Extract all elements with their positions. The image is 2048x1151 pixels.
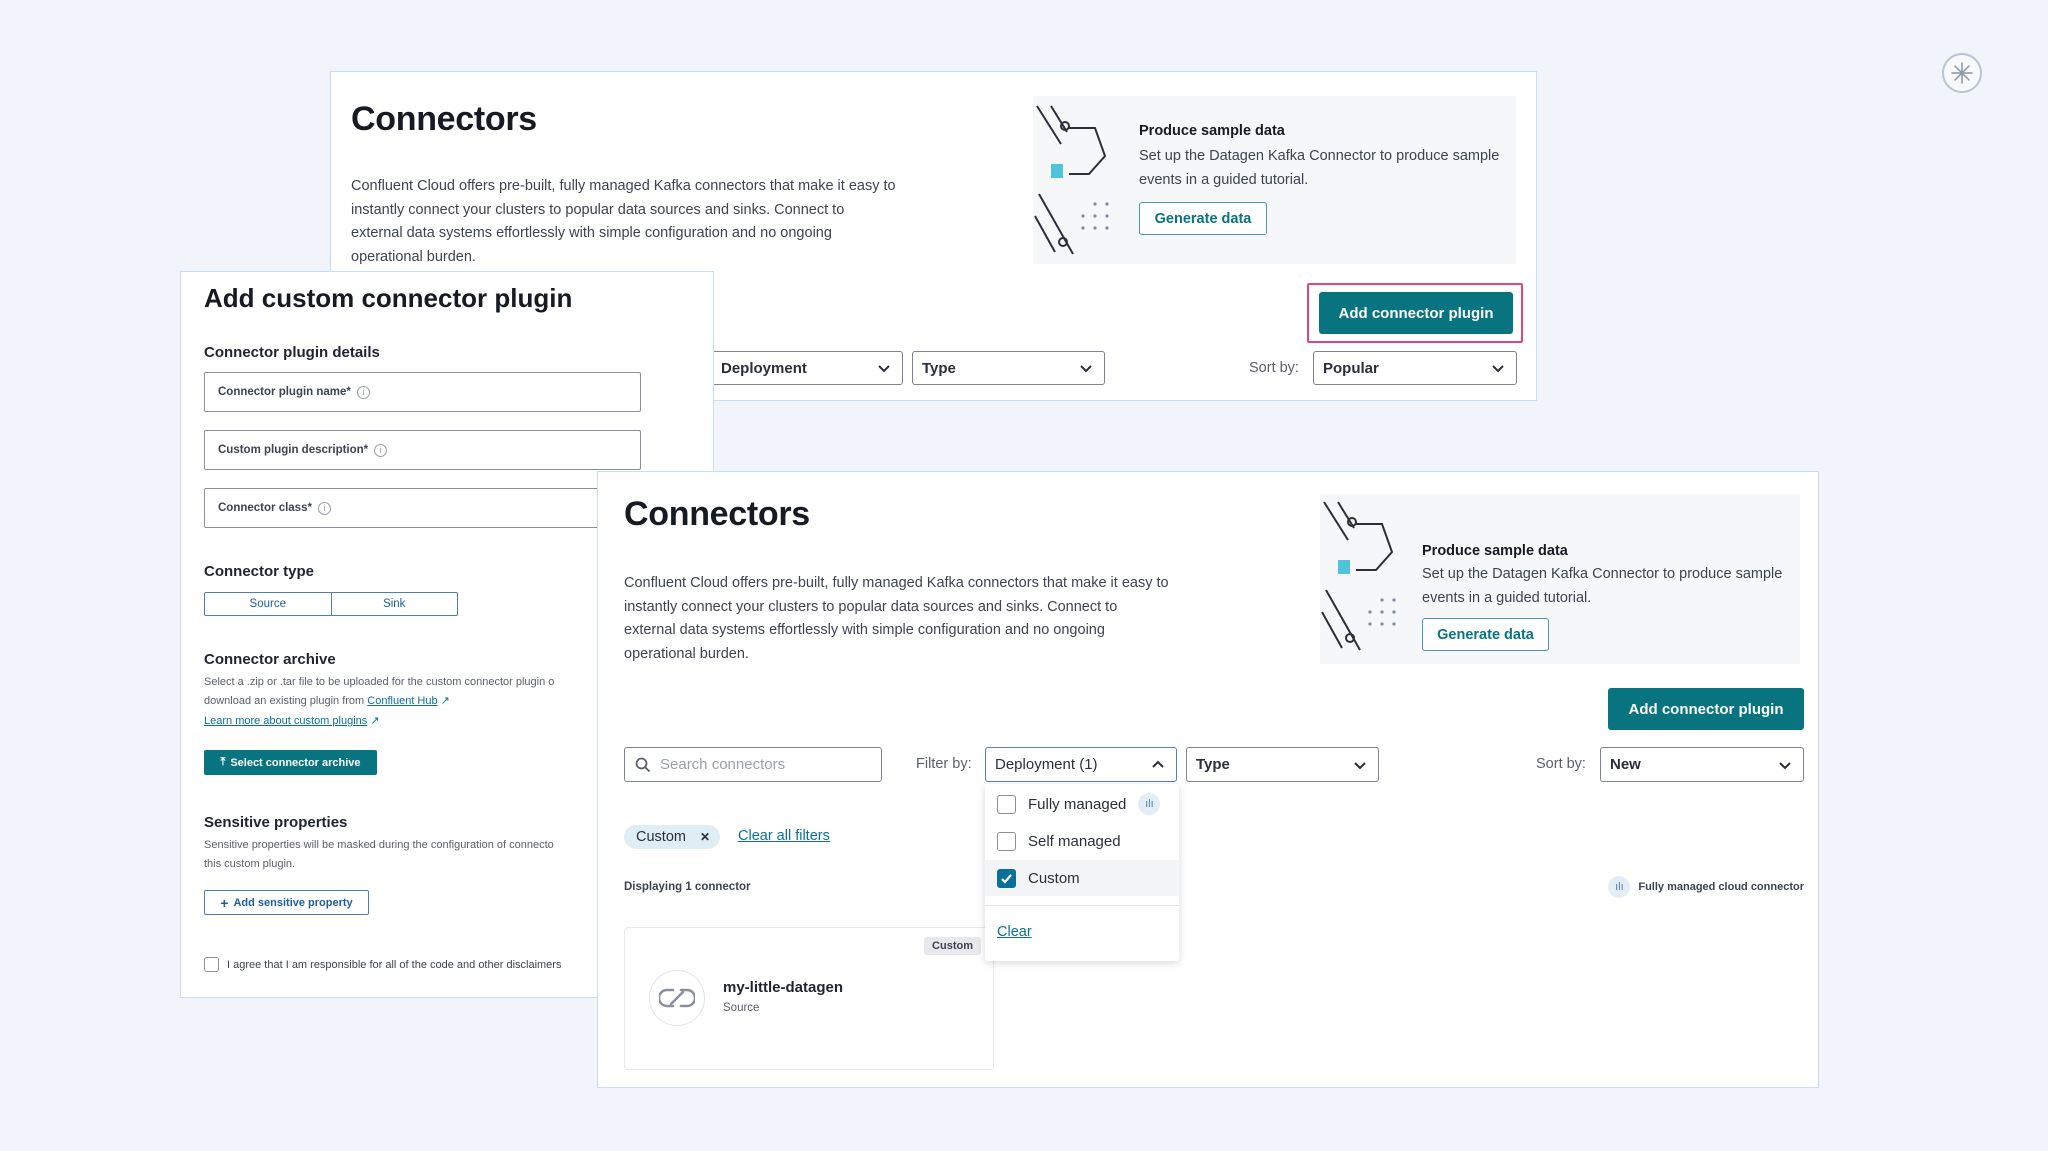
archive-text-line-2-text: download an existing plugin from — [204, 695, 365, 707]
chevron-up-icon — [1150, 757, 1166, 773]
page-title: Connectors — [351, 100, 537, 138]
agree-text: I agree that I am responsible for all of the code and other disclaimers — [227, 958, 562, 971]
corner-logo-icon — [1942, 53, 1982, 93]
custom-checkbox[interactable] — [997, 869, 1016, 888]
generate-data-button[interactable]: Generate data — [1139, 202, 1267, 235]
option-label: Custom — [1028, 869, 1080, 887]
connectors-panel-front — [597, 471, 1819, 1088]
sort-label: Sort by: — [1536, 756, 1586, 772]
deployment-dropdown-menu — [985, 784, 1179, 961]
sensitive-text-line-1: Sensitive properties will be masked during the configuration of connecto — [204, 839, 554, 851]
legend-label: Fully managed cloud connector — [1638, 881, 1804, 893]
sort-value: New — [1610, 756, 1641, 773]
custom-plugin-title: Add custom connector plugin — [204, 283, 573, 313]
sensitive-text-line-2: this custom plugin. — [204, 858, 296, 870]
plugin-details-heading: Connector plugin details — [204, 344, 380, 361]
connector-card[interactable] — [624, 927, 994, 1070]
confluent-hub-link[interactable]: Confluent Hub — [367, 695, 438, 707]
cloud-connector-icon: ılı — [1138, 793, 1160, 815]
archive-text-line-1: Select a .zip or .tar file to be uploaded for the custom connector plugin o — [204, 676, 555, 688]
chevron-down-icon — [1078, 360, 1094, 376]
close-icon[interactable]: ✕ — [699, 830, 711, 844]
deployment-filter-label: Deployment (1) — [995, 756, 1098, 773]
deployment-filter-label: Deployment — [721, 359, 807, 377]
promo-title: Produce sample data — [1422, 543, 1568, 559]
select-archive-label: Select connector archive — [230, 756, 361, 769]
sort-label: Sort by: — [1249, 360, 1299, 376]
plugin-description-label: Custom plugin description* — [218, 444, 369, 456]
connector-kind: Source — [723, 1002, 760, 1014]
cloud-connector-icon: ılı — [1608, 876, 1630, 898]
sort-value: Popular — [1323, 359, 1379, 377]
type-sink-option[interactable]: Sink — [383, 598, 406, 610]
search-icon — [635, 757, 651, 773]
active-filter-label: Custom — [636, 829, 686, 845]
add-connector-plugin-button[interactable]: Add connector plugin — [1319, 292, 1513, 334]
page-description: Confluent Cloud offers pre-built, fully managed Kafka connectors that make it easy to instantly connect your clusters to popular data sources and sinks. Connect to external data systems effortlessly with simple configuration and no ongoing operational burden. — [624, 575, 1169, 662]
promo-title: Produce sample data — [1139, 123, 1285, 139]
option-label: Self managed — [1028, 832, 1121, 850]
datagen-illustration-icon — [1033, 104, 1123, 259]
deployment-filter[interactable] — [985, 747, 1177, 782]
connector-name: my-little-datagen — [723, 979, 844, 996]
sort-select[interactable] — [1600, 747, 1804, 782]
search-placeholder: Search connectors — [660, 756, 786, 773]
sensitive-heading: Sensitive properties — [204, 814, 348, 831]
chevron-down-icon — [1490, 360, 1506, 376]
add-connector-plugin-button[interactable]: Add connector plugin — [1608, 688, 1804, 730]
sort-select[interactable] — [1313, 351, 1517, 385]
self-managed-checkbox[interactable] — [997, 832, 1016, 851]
promo-text: Set up the Datagen Kafka Connector to produce sample events in a guided tutorial. — [1139, 148, 1500, 188]
option-label: Fully managed — [1028, 795, 1127, 813]
info-icon: i — [357, 386, 370, 399]
agree-checkbox[interactable] — [204, 957, 219, 972]
displaying-count: Displaying 1 connector — [624, 881, 751, 893]
check-icon — [1000, 872, 1013, 885]
type-filter-label: Type — [922, 359, 956, 377]
connector-class-field[interactable] — [204, 488, 641, 528]
page-title: Connectors — [624, 495, 810, 533]
promo-text: Set up the Datagen Kafka Connector to produce sample events in a guided tutorial. — [1422, 566, 1783, 606]
custom-badge: Custom — [924, 937, 981, 955]
fully-managed-checkbox[interactable] — [997, 795, 1016, 814]
add-sensitive-button[interactable] — [204, 890, 369, 915]
legend — [1598, 876, 1804, 898]
deployment-filter[interactable] — [711, 351, 903, 385]
option-self-managed[interactable] — [985, 823, 1179, 859]
add-sensitive-label: Add sensitive property — [233, 896, 353, 909]
connector-archive-heading: Connector archive — [204, 651, 336, 668]
external-link-icon: ↗ — [440, 695, 450, 707]
external-link-icon: ↗ — [370, 715, 380, 727]
filter-label: Filter by: — [916, 756, 972, 772]
clear-all-filters-link[interactable]: Clear all filters — [738, 828, 830, 844]
info-icon: i — [374, 444, 387, 457]
upload-icon: ⤒ — [220, 756, 226, 768]
page-description: Confluent Cloud offers pre-built, fully managed Kafka connectors that make it easy to instantly connect your clusters to popular data sources and sinks. Connect to external data systems effortlessly with simple configuration and no ongoing operational burden. — [351, 178, 896, 265]
select-archive-button[interactable] — [204, 750, 377, 775]
connector-logo-icon — [649, 970, 705, 1026]
chevron-down-icon — [876, 360, 892, 376]
connector-type-toggle — [204, 592, 458, 616]
chevron-down-icon — [1352, 757, 1368, 773]
chevron-down-icon — [1777, 757, 1793, 773]
type-source-option[interactable]: Source — [205, 593, 332, 615]
plus-icon: + — [220, 894, 229, 911]
active-filter-chip[interactable] — [624, 825, 720, 849]
info-icon: i — [318, 502, 331, 515]
type-filter-label: Type — [1196, 756, 1230, 773]
option-fully-managed[interactable] — [985, 786, 1179, 822]
dropdown-divider — [985, 905, 1179, 906]
learn-more-link[interactable]: Learn more about custom plugins — [204, 715, 368, 727]
promo-card — [1033, 96, 1516, 264]
agree-row — [204, 957, 561, 972]
promo-card — [1320, 494, 1800, 664]
archive-text-line-2 — [204, 692, 450, 711]
plugin-name-field[interactable] — [204, 372, 641, 412]
plugin-description-field[interactable] — [204, 430, 641, 470]
option-custom[interactable] — [985, 860, 1179, 896]
dropdown-clear-link[interactable]: Clear — [997, 924, 1032, 940]
datagen-illustration-icon — [1320, 500, 1410, 655]
type-filter[interactable] — [912, 351, 1105, 385]
connector-class-label: Connector class* — [218, 502, 312, 514]
learn-more-row — [204, 712, 380, 731]
plugin-name-label: Connector plugin name* — [218, 386, 351, 398]
type-filter[interactable] — [1186, 747, 1379, 782]
connector-type-heading: Connector type — [204, 563, 315, 580]
search-input[interactable] — [624, 747, 882, 782]
generate-data-button[interactable]: Generate data — [1422, 618, 1549, 651]
